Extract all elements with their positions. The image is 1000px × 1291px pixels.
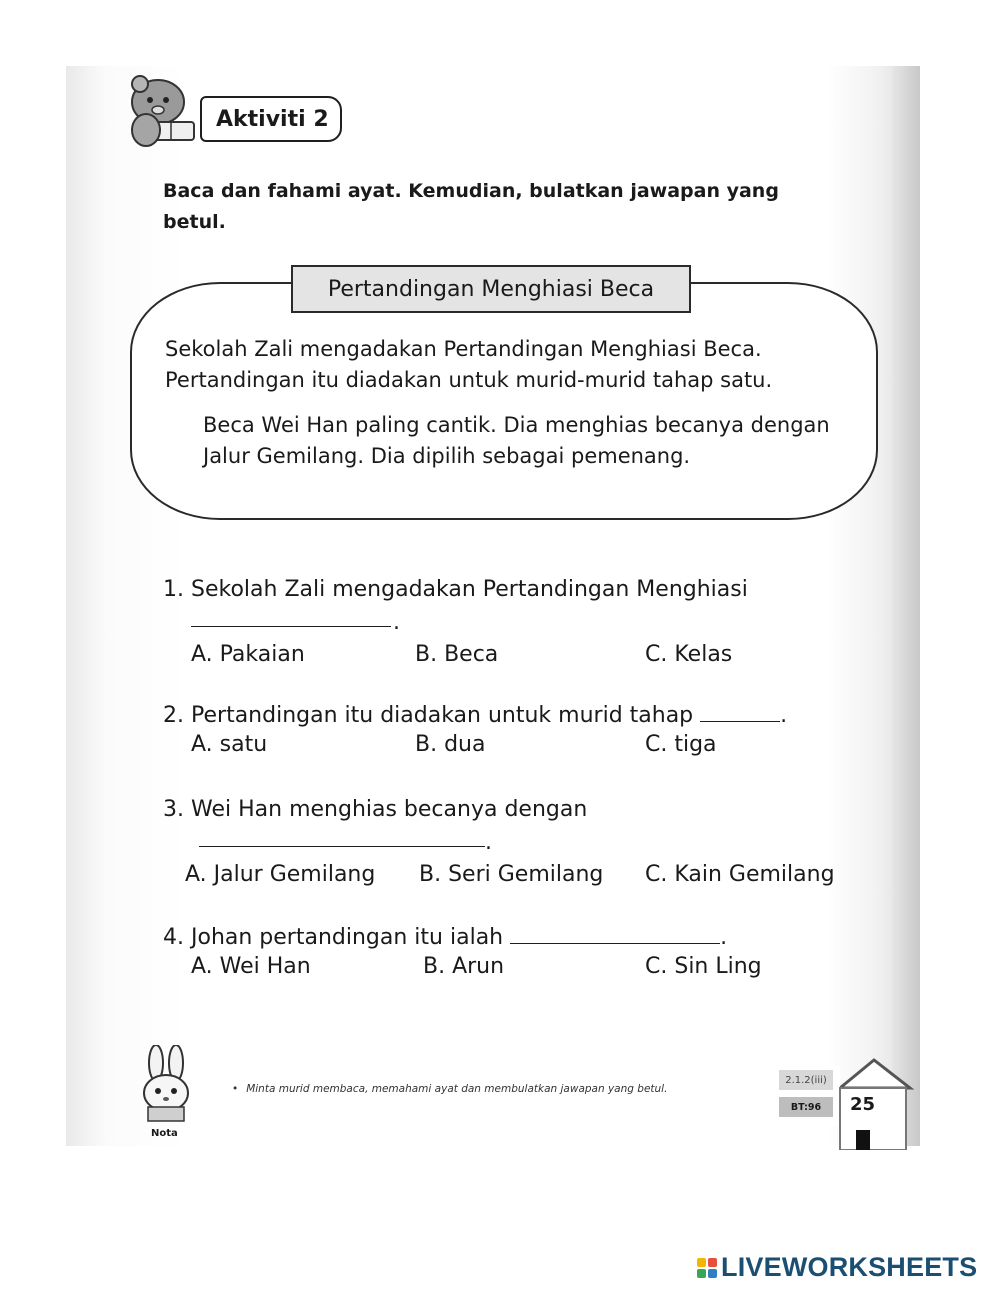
bt-code: BT:96 <box>779 1097 833 1117</box>
option-c[interactable]: C. Kain Gemilang <box>645 862 835 887</box>
page-edge-shadow <box>892 66 920 1146</box>
blank-period: . <box>780 703 788 728</box>
question-stem: Pertandingan itu diadakan untuk murid tahap <box>191 703 694 728</box>
bullet-icon: • <box>232 1083 239 1095</box>
blank-period: . <box>485 830 492 855</box>
question-1 <box>163 577 863 674</box>
standard-code: 2.1.2(iii) <box>779 1070 833 1090</box>
option-c[interactable]: C. tiga <box>645 732 717 757</box>
question-stem: Sekolah Zali mengadakan Pertandingan Menghiasi <box>191 577 748 602</box>
question-number: 4. <box>163 925 184 950</box>
liveworksheets-logo-icon <box>697 1258 717 1278</box>
teacher-note <box>232 1083 667 1095</box>
answer-blank[interactable] <box>510 925 720 944</box>
question-4 <box>163 925 863 986</box>
question-number: 2. <box>163 703 184 728</box>
passage-text <box>165 334 865 486</box>
page-number: 25 <box>850 1094 876 1115</box>
answer-blank[interactable] <box>700 703 780 722</box>
passage-paragraph-1: Sekolah Zali mengadakan Pertandingan Menghiasi Beca. Pertandingan itu diadakan untuk murid-murid tahap satu. <box>165 337 773 392</box>
nota-label: Nota <box>151 1128 178 1139</box>
activity-label: Aktiviti 2 <box>200 96 342 142</box>
option-a[interactable]: A. Jalur Gemilang <box>185 862 376 887</box>
option-c[interactable]: C. Sin Ling <box>645 954 762 979</box>
passage-paragraph-2: Beca Wei Han paling cantik. Dia menghias becanya dengan Jalur Gemilang. Dia dipilih sebagai pemenang. <box>203 413 830 468</box>
brand-part-1: LIVE <box>721 1252 782 1282</box>
option-b[interactable]: B. Seri Gemilang <box>419 862 604 887</box>
option-a[interactable]: A. satu <box>191 732 268 757</box>
question-2 <box>163 703 863 764</box>
option-b[interactable]: B. Arun <box>423 954 505 979</box>
option-c[interactable]: C. Kelas <box>645 642 733 667</box>
option-a[interactable]: A. Pakaian <box>191 642 305 667</box>
instruction-text: Baca dan fahami ayat. Kemudian, bulatkan jawapan yang betul. <box>163 180 779 233</box>
blank-period: . <box>720 925 728 950</box>
option-b[interactable]: B. Beca <box>415 642 499 667</box>
answer-blank[interactable] <box>191 608 391 627</box>
question-3 <box>163 797 863 894</box>
option-a[interactable]: A. Wei Han <box>191 954 311 979</box>
option-b[interactable]: B. dua <box>415 732 486 757</box>
liveworksheets-logo <box>697 1252 977 1283</box>
question-number: 3. <box>163 797 184 822</box>
teacher-note-text: Minta murid membaca, memahami ayat dan membulatkan jawapan yang betul. <box>246 1083 668 1095</box>
question-stem: Wei Han menghias becanya dengan <box>191 797 588 822</box>
question-stem: Johan pertandingan itu ialah <box>191 925 504 950</box>
brand-part-2: WORKSHEETS <box>781 1252 978 1282</box>
blank-period: . <box>393 610 400 635</box>
hamster-mascot-icon <box>120 70 210 150</box>
passage-title: Pertandingan Menghiasi Beca <box>291 265 691 313</box>
question-number: 1. <box>163 577 184 602</box>
answer-blank[interactable] <box>199 828 485 847</box>
